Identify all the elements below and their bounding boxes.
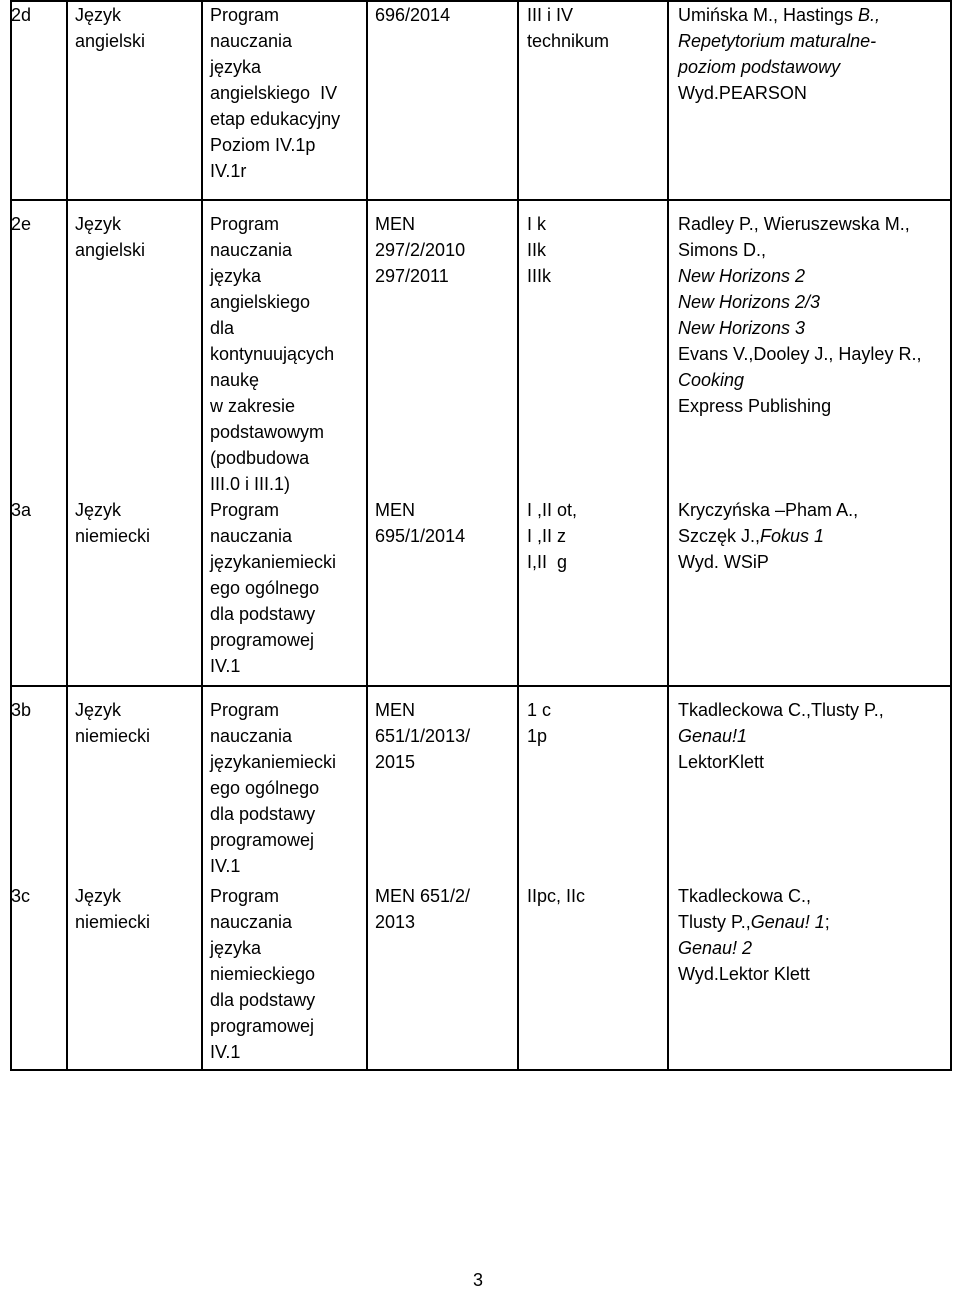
textbook-line: LektorKlett [678,752,765,772]
textbook-line: New Horizons 2/3 [678,292,821,312]
approval-number-line: 2013 [375,912,416,932]
table-column-rule [66,0,68,1071]
textbook-line: Wyd. WSiP [678,552,769,572]
textbook-line: Tkadleckowa C.,Tlusty P., [678,700,884,720]
cell-textbook [678,211,921,419]
table-column-rule [517,0,519,1071]
cell-program [210,883,315,1065]
program-line: języka [210,57,262,77]
program-line: angielskiego IV [210,83,338,103]
subject-line: Język [75,500,122,520]
classes-line: IIk [527,240,547,260]
program-line: nauczania [210,526,293,546]
program-line: języka [210,938,262,958]
program-line: Program [210,214,280,234]
cell-approval-number [375,883,470,935]
table-column-rule [667,0,669,1071]
program-line: dla [210,318,235,338]
program-line: nauczania [210,31,293,51]
textbook-line: Szczęk J.,Fokus 1 [678,526,825,546]
cell-row-id [11,211,31,237]
program-line: IV.1 [210,1042,241,1062]
classes-line: I,II g [527,552,568,572]
cell-approval-number [375,497,465,549]
cell-subject [75,697,150,749]
textbook-line: Genau!1 [678,726,748,746]
classes-line: 1 c [527,700,552,720]
program-line: programowej [210,630,315,650]
approval-number-line: MEN [375,500,415,520]
program-line: IV.1 [210,656,241,676]
subject-line: Język [75,214,122,234]
approval-number-line: MEN [375,700,415,720]
program-line: nauczania [210,240,293,260]
cell-classes [527,883,585,909]
classes-line: IIpc, IIc [527,886,586,906]
textbook-line: Evans V.,Dooley J., Hayley R., [678,344,922,364]
program-line: naukę [210,370,260,390]
classes-line: technikum [527,31,610,51]
program-line: Program [210,700,280,720]
cell-row-id [11,2,31,28]
row-id-text: 2e [11,214,32,234]
textbook-line: Kryczyńska –Pham A., [678,500,859,520]
program-line: dla podstawy [210,990,316,1010]
textbook-line: Cooking [678,370,745,390]
program-line: III.0 i III.1) [210,474,291,494]
program-line: Poziom IV.1p [210,135,316,155]
table-rule [10,199,952,201]
textbook-line: Wyd.Lektor Klett [678,964,810,984]
row-id-text: 3a [11,500,32,520]
cell-row-id [11,497,31,523]
page-number: 3 [473,1270,484,1290]
subject-line: angielski [75,240,146,260]
program-line: podstawowym [210,422,325,442]
subject-line: niemiecki [75,726,151,746]
approval-number-line: 297/2/2010 [375,240,466,260]
program-line: ego ogólnego [210,578,320,598]
table-column-rule [201,0,203,1071]
program-line: etap edukacyjny [210,109,341,129]
cell-subject [75,211,145,263]
cell-classes [527,2,609,54]
program-line: językaniemiecki [210,752,337,772]
subject-line: Język [75,5,122,25]
program-line: programowej [210,1016,315,1036]
program-line: języka [210,266,262,286]
program-line: niemieckiego [210,964,316,984]
program-line: IV.1r [210,161,247,181]
cell-row-id [11,697,31,723]
table-rule [10,685,952,687]
cell-classes [527,697,551,749]
classes-line: IIIk [527,266,552,286]
table-column-rule [950,0,952,1071]
classes-line: I ,II z [527,526,567,546]
program-line: ego ogólnego [210,778,320,798]
textbook-line: New Horizons 2 [678,266,806,286]
program-line: Program [210,5,280,25]
program-line: dla podstawy [210,804,316,824]
textbook-line: Genau! 2 [678,938,753,958]
classes-line: I k [527,214,547,234]
cell-textbook [678,497,858,575]
cell-program [210,2,340,184]
cell-approval-number [375,697,470,775]
program-line: angielskiego [210,292,311,312]
textbook-line: New Horizons 3 [678,318,806,338]
classes-line: III i IV [527,5,574,25]
program-line: IV.1 [210,856,241,876]
approval-number-line: MEN 651/2/ [375,886,471,906]
textbook-line: Simons D., [678,240,767,260]
subject-line: Język [75,886,122,906]
cell-textbook [678,2,880,106]
program-line: Program [210,500,280,520]
approval-number-line: 696/2014 [375,5,451,25]
cell-subject [75,883,150,935]
approval-number-line: 2015 [375,752,416,772]
subject-line: niemiecki [75,912,151,932]
cell-classes [527,497,577,575]
textbook-line: Tlusty P.,Genau! 1; [678,912,830,932]
program-line: (podbudowa [210,448,310,468]
subject-line: Język [75,700,122,720]
program-line: językaniemiecki [210,552,337,572]
table-rule [10,1069,952,1071]
subject-line: niemiecki [75,526,151,546]
cell-row-id [11,883,30,909]
classes-line: 1p [527,726,548,746]
table-column-rule [366,0,368,1071]
cell-approval-number [375,211,465,289]
cell-program [210,697,336,879]
program-line: Program [210,886,280,906]
classes-line: I ,II ot, [527,500,578,520]
program-line: nauczania [210,726,293,746]
textbook-line: Radley P., Wieruszewska M., [678,214,910,234]
cell-textbook [678,697,884,775]
textbook-line: Umińska M., Hastings B., [678,5,881,25]
cell-classes [527,211,551,289]
approval-number-line: MEN [375,214,415,234]
program-line: nauczania [210,912,293,932]
approval-number-line: 297/2011 [375,266,449,286]
cell-approval-number [375,2,450,28]
program-line: dla podstawy [210,604,316,624]
program-line: kontynuujących [210,344,335,364]
program-line: w zakresie [210,396,296,416]
approval-number-line: 651/1/2013/ [375,726,471,746]
cell-textbook [678,883,830,987]
row-id-text: 2d [11,5,32,25]
program-line: programowej [210,830,315,850]
textbook-line: Tkadleckowa C., [678,886,812,906]
cell-program [210,211,334,497]
subject-line: angielski [75,31,146,51]
textbook-line: Wyd.PEARSON [678,83,807,103]
textbook-line: Repetytorium maturalne- [678,31,877,51]
cell-subject [75,497,150,549]
approval-number-line: 695/1/2014 [375,526,466,546]
textbook-line: poziom podstawowy [678,57,841,77]
textbook-line: Express Publishing [678,396,832,416]
table-column-rule [10,0,12,1071]
row-id-text: 3c [11,886,31,906]
cell-program [210,497,336,679]
row-id-text: 3b [11,700,32,720]
cell-subject [75,2,145,54]
